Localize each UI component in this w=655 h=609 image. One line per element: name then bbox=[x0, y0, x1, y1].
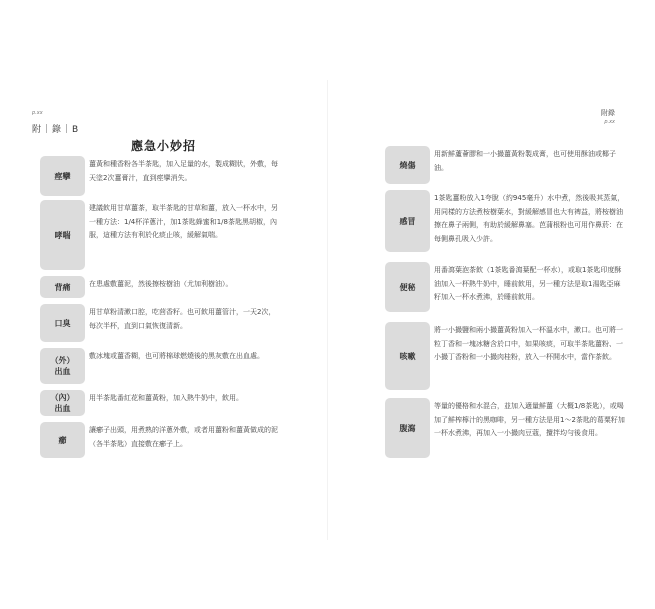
appendix-label: 附｜錄｜B bbox=[32, 125, 80, 135]
remedy-label: 癤 bbox=[40, 422, 85, 458]
remedy-item bbox=[40, 422, 280, 458]
header-label: 附錄 bbox=[601, 109, 615, 117]
remedy-text: 用番瀉葉泡茶飲（1茶匙番瀉葉配一杯水），或取1茶匙印度酥油加入一杯熱牛奶中，睡前飲用，另一種方法是取1湯匙亞麻籽加入一杯水煮沸，於睡前飲用。 bbox=[434, 266, 622, 301]
remedy-text: 建議飲用甘草薑茶，取半茶匙的甘草和薑，放入一杯水中，另一種方法：1/4杯洋蔥汁，加1茶匙蜂蜜和1/8茶匙黑胡椒，內服，這種方法有利於化痰止咳，緩解氣喘。 bbox=[89, 204, 278, 239]
remedy-label: 便秘 bbox=[385, 262, 430, 312]
remedy-text: 讓癤子出頭，用煮熟的洋蔥外敷，或者用薑粉和薑黃做成的泥（各半茶匙）直接敷在癤子上。 bbox=[89, 426, 278, 448]
remedy-text: 在患處敷薑泥，然後擦桉樹油（尤加利樹油）。 bbox=[89, 280, 233, 288]
remedy-item bbox=[385, 322, 625, 390]
remedy-label: 咳嗽 bbox=[385, 322, 430, 390]
remedy-item bbox=[385, 398, 625, 458]
running-header bbox=[601, 100, 615, 125]
remedy-label: 口臭 bbox=[40, 304, 85, 342]
remedy-item bbox=[40, 156, 280, 196]
page-title: 應急小妙招 bbox=[130, 139, 196, 153]
remedy-item bbox=[40, 276, 280, 298]
remedy-label: 感冒 bbox=[385, 190, 430, 252]
left-page bbox=[0, 0, 327, 609]
remedy-label: （外） 出血 bbox=[40, 348, 85, 384]
remedy-text: 薑黃和種香粉各半茶匙，加入足量的水，製成糊狀，外敷，每天塗2次薑膏汁，直到痙攣消失。 bbox=[89, 160, 278, 182]
remedy-item bbox=[385, 146, 625, 184]
left-page-number: p.xx bbox=[32, 110, 43, 116]
remedy-label: 燒傷 bbox=[385, 146, 430, 184]
remedy-item bbox=[40, 200, 280, 270]
remedy-label: 哮喘 bbox=[40, 200, 85, 270]
remedy-text: 將一小撮鹽和兩小撮薑黃粉加入一杯溫水中，漱口。也可將一粒丁香和一塊冰糖含於口中，如果咳痰，可取半茶匙薑粉、一小撮丁香粉和一小撮肉桂粉，放入一杯開水中，當作茶飲。 bbox=[434, 326, 623, 361]
remedy-item bbox=[385, 190, 625, 252]
remedy-label: 腹瀉 bbox=[385, 398, 430, 458]
right-page-number: p.xx bbox=[604, 119, 615, 125]
remedy-text: 用半茶匙番紅花和薑黃粉，加入熱牛奶中，飲用。 bbox=[89, 394, 243, 402]
remedy-item bbox=[385, 262, 625, 312]
remedy-text: 敷冰塊或薑香糊，也可將棉球燃燒後的黑灰敷在出血處。 bbox=[89, 352, 264, 360]
right-page bbox=[328, 0, 655, 609]
remedy-text: 等量的優格和水混合，並加入適量鮮薑（大概1/8茶匙），或喝加了鮮榨檸汁的黑咖啡，另一種方法是用1～2茶匙的葛粟籽加一杯水煮沸，再加入一小撮肉豆蔻，攪拌均勻後食用。 bbox=[434, 402, 625, 437]
remedy-label: （內） 出血 bbox=[40, 390, 85, 416]
remedy-item bbox=[40, 304, 280, 342]
remedy-text: 用甘草粉清漱口腔，吃茴香籽。也可飲用薑管汁，一天2次，每次半杯，直到口氣恢復清新。 bbox=[89, 308, 276, 330]
remedy-label: 背痛 bbox=[40, 276, 85, 298]
remedy-text: 1茶匙薑粉放入1夸脫（約945毫升）水中煮，然後吸其蒸氣，用同樣的方法煮桉樹葉水，對緩解感冒也大有裨益，將桉樹油擦在鼻子兩側，有助於緩解鼻塞。芭蒲根粉也可用作鼻菸：在每側鼻孔吸入少許。 bbox=[434, 194, 625, 243]
remedy-label: 痙攣 bbox=[40, 156, 85, 196]
remedy-item bbox=[40, 348, 280, 384]
remedy-text: 用新鮮蘆薈膠和一小撮薑黃粉製成膏，也可使用酥油或椰子油。 bbox=[434, 150, 616, 172]
remedy-item bbox=[40, 390, 280, 416]
